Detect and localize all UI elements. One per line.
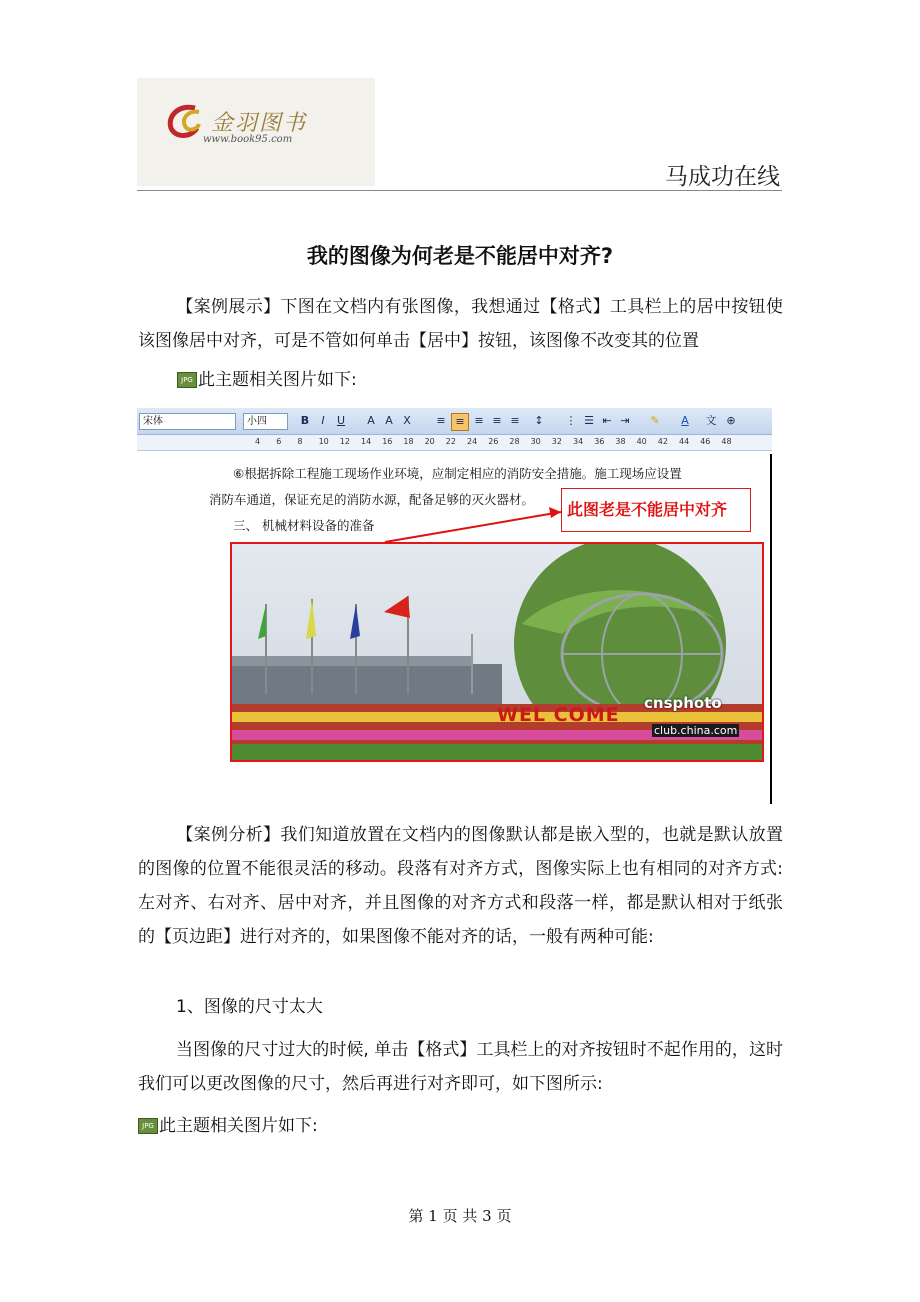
document-title: 我的图像为何老是不能居中对齐? bbox=[306, 244, 614, 268]
header-divider bbox=[137, 190, 782, 191]
related-image-label bbox=[177, 365, 357, 390]
related-image-label-text: 此主题相关图片如下: bbox=[159, 1116, 318, 1136]
photo-banner: WEL COME bbox=[497, 704, 620, 726]
callout-box bbox=[561, 488, 751, 532]
font-size-select: 小四 bbox=[243, 413, 288, 430]
doc-line-1: ⑥根据拆除工程施工现场作业环境，应制定相应的消防安全措施。施工现场应设置 bbox=[233, 466, 682, 481]
ruler-tick: 22 bbox=[445, 437, 456, 446]
ruler-tick: 28 bbox=[509, 437, 520, 446]
char-border-icon: A bbox=[367, 414, 375, 427]
ruler-tick: 44 bbox=[679, 437, 690, 446]
image-file-icon: JPG bbox=[138, 1118, 158, 1134]
ruler-tick: 36 bbox=[594, 437, 605, 446]
related-image-label-2 bbox=[138, 1111, 318, 1136]
italic-icon: I bbox=[321, 414, 325, 427]
case-analysis-text: 我们知道放置在文档内的图像默认都是嵌入型的，也就是默认放置的图像的位置不能很灵活的移动。段落有对齐方式，图像实际上也有相同的对齐方式: 左对齐、右对齐、居中对齐，并且图像的对齐方式和段落一样，都是默认相对于纸张的【页边距】进行对齐的，如果图像不能对齐的话，一般有两种可能: bbox=[138, 825, 784, 947]
decrease-indent-icon: ⇤ bbox=[602, 414, 612, 427]
ruler-tick: 6 bbox=[276, 437, 282, 446]
ruler-tick: 48 bbox=[721, 437, 732, 446]
page-edge bbox=[770, 454, 772, 804]
ruler-tick: 30 bbox=[530, 437, 541, 446]
enclose-char-icon: ⊕ bbox=[726, 414, 736, 427]
increase-indent-icon: ⇥ bbox=[620, 414, 630, 427]
phonetic-icon: 文 bbox=[705, 414, 717, 427]
ruler-tick: 40 bbox=[636, 437, 647, 446]
bold-icon: B bbox=[300, 414, 310, 427]
highlight-icon: ✎ bbox=[650, 414, 660, 427]
case-display-paragraph bbox=[138, 290, 783, 358]
ruler-tick: 42 bbox=[657, 437, 668, 446]
align-right-icon: ≡ bbox=[474, 414, 484, 427]
ruler-tick: 34 bbox=[573, 437, 584, 446]
ruler-tick: 16 bbox=[382, 437, 393, 446]
page-footer: 第 1 页 共 3 页 bbox=[408, 1207, 512, 1225]
photo-watermark: cnsphoto bbox=[644, 694, 722, 712]
ruler-tick: 26 bbox=[488, 437, 499, 446]
doc-line-2: 消防车通道，保证充足的消防水源，配备足够的灭火器材。 bbox=[209, 492, 535, 507]
underline-icon: U bbox=[336, 414, 346, 427]
ruler-tick: 20 bbox=[424, 437, 435, 446]
align-center-icon: ≡ bbox=[451, 413, 469, 431]
ruler-tick: 32 bbox=[551, 437, 562, 446]
ruler-tick: 46 bbox=[700, 437, 711, 446]
ruler-tick: 8 bbox=[297, 437, 303, 446]
logo-url: www.book95.com bbox=[203, 134, 293, 145]
photo-watermark-url: club.china.com bbox=[654, 724, 738, 737]
ruler-tick: 4 bbox=[255, 437, 261, 446]
case-display-tag: 【案例展示】 bbox=[176, 297, 281, 317]
section-1-text: 当图像的尺寸过大的时候, 单击【格式】工具栏上的对齐按钮时不起作用的，这时我们可以更改图像的尺寸，然后再进行对齐即可，如下图所示: bbox=[138, 1040, 783, 1094]
site-name: 马成功在线 bbox=[665, 164, 780, 190]
bullets-icon: ☰ bbox=[584, 414, 594, 427]
char-scale-icon: X bbox=[403, 414, 411, 427]
word-screenshot bbox=[137, 408, 772, 804]
ruler-tick: 12 bbox=[339, 437, 350, 446]
align-justify-icon: ≡ bbox=[436, 414, 446, 427]
line-spacing-icon: ↕ bbox=[534, 414, 544, 427]
related-image-label-text: 此主题相关图片如下: bbox=[198, 370, 357, 390]
char-shading-icon: A bbox=[385, 414, 393, 427]
font-name-select: 宋体 bbox=[139, 413, 236, 430]
globe-photo bbox=[230, 542, 764, 762]
logo-text: 金羽图书 bbox=[211, 111, 308, 136]
logo bbox=[137, 78, 375, 186]
ruler-tick: 24 bbox=[467, 437, 478, 446]
section-heading bbox=[138, 990, 783, 1024]
ruler-tick: 38 bbox=[615, 437, 626, 446]
ruler-tick: 10 bbox=[318, 437, 329, 446]
ruler-tick: 18 bbox=[403, 437, 414, 446]
callout-text: 此图老是不能居中对齐 bbox=[567, 500, 728, 519]
align-left-icon: ≡ bbox=[510, 414, 520, 427]
distributed-align-icon: ≡ bbox=[492, 414, 502, 427]
case-display-text: 下图在文档内有张图像，我想通过【格式】工具栏上的居中按钮使该图像居中对齐，可是不管如何单击【居中】按钮，该图像不改变其的位置 bbox=[138, 297, 784, 351]
case-analysis-paragraph bbox=[138, 818, 783, 954]
ruler-tick: 14 bbox=[361, 437, 372, 446]
numbering-icon: ⋮ bbox=[565, 414, 577, 427]
section-1-paragraph bbox=[138, 1033, 783, 1101]
image-file-icon: JPG bbox=[177, 372, 197, 388]
section-1-title: 1、图像的尺寸太大 bbox=[176, 997, 323, 1017]
case-analysis-tag: 【案例分析】 bbox=[176, 825, 281, 845]
font-color-icon: A bbox=[681, 414, 689, 427]
doc-line-3: 三、 机械材料设备的准备 bbox=[233, 518, 375, 533]
